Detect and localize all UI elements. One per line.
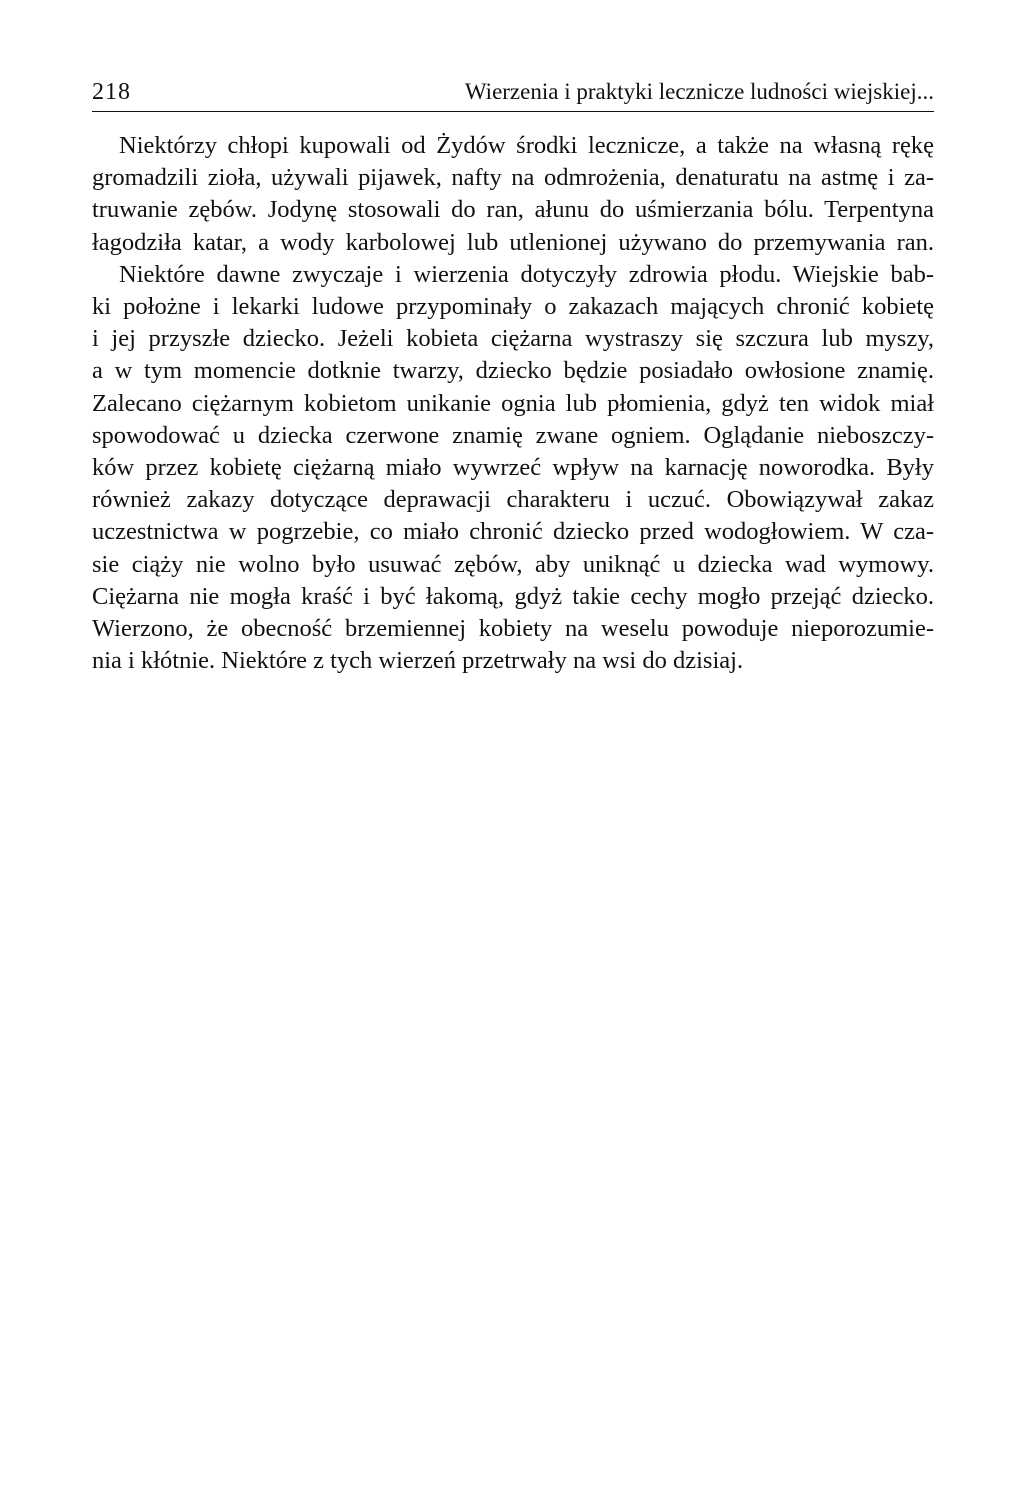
text-line: łagodziła katar, a wody karbolowej lub utlenionej używano do przemywania ran.: [92, 228, 934, 256]
text-line: Wierzono, że obecność brzemiennej kobiety na weselu powoduje nieporozumie-: [92, 615, 934, 643]
text-line: nia i kłótnie. Niektóre z tych wierzeń przetrwały na wsi do dzisiaj.: [92, 647, 744, 675]
paragraph-2: [92, 259, 934, 678]
running-title: Wierzenia i praktyki lecznicze ludności wiejskiej...: [464, 79, 934, 104]
text-line: truwanie zębów. Jodynę stosowali do ran, ałunu do uśmierzania bólu. Terpentyna: [92, 196, 934, 224]
text-line: Niektórzy chłopi kupowali od Żydów środki lecznicze, a także na własną rękę: [119, 132, 934, 159]
text-line: sie ciąży nie wolno było usuwać zębów, aby uniknąć u dziecka wad wymowy.: [92, 550, 934, 578]
paragraph-1: [92, 130, 934, 259]
body-text: [92, 130, 934, 677]
text-line: spowodować u dziecka czerwone znamię zwane ogniem. Oglądanie nieboszczy-: [92, 421, 934, 449]
page: [92, 76, 934, 677]
text-line: ków przez kobietę ciężarną miało wywrzeć wpływ na karnację noworodka. Były: [92, 454, 934, 482]
page-number: 218: [92, 79, 131, 105]
text-line: gromadzili zioła, używali pijawek, nafty na odmrożenia, denaturatu na astmę i za-: [92, 164, 934, 192]
text-line: a w tym momencie dotknie twarzy, dziecko będzie posiadało owłosione znamię.: [92, 357, 934, 385]
text-line: Ciężarna nie mogła kraść i być łakomą, gdyż takie cechy mogło przejąć dziecko.: [92, 582, 934, 610]
text-line: uczestnictwa w pogrzebie, co miało chronić dziecko przed wodogłowiem. W cza-: [92, 518, 934, 546]
text-line: i jej przyszłe dziecko. Jeżeli kobieta ciężarna wystraszy się szczura lub myszy,: [92, 325, 934, 353]
running-header: [92, 76, 934, 112]
text-line: Zalecano ciężarnym kobietom unikanie ognia lub płomienia, gdyż ten widok miał: [92, 389, 934, 417]
text-line: ki położne i lekarki ludowe przypominały o zakazach mających chronić kobietę: [92, 293, 934, 321]
text-line: również zakazy dotyczące deprawacji charakteru i uczuć. Obowiązywał zakaz: [92, 486, 934, 514]
text-line: Niektóre dawne zwyczaje i wierzenia dotyczyły zdrowia płodu. Wiejskie bab-: [119, 260, 934, 288]
